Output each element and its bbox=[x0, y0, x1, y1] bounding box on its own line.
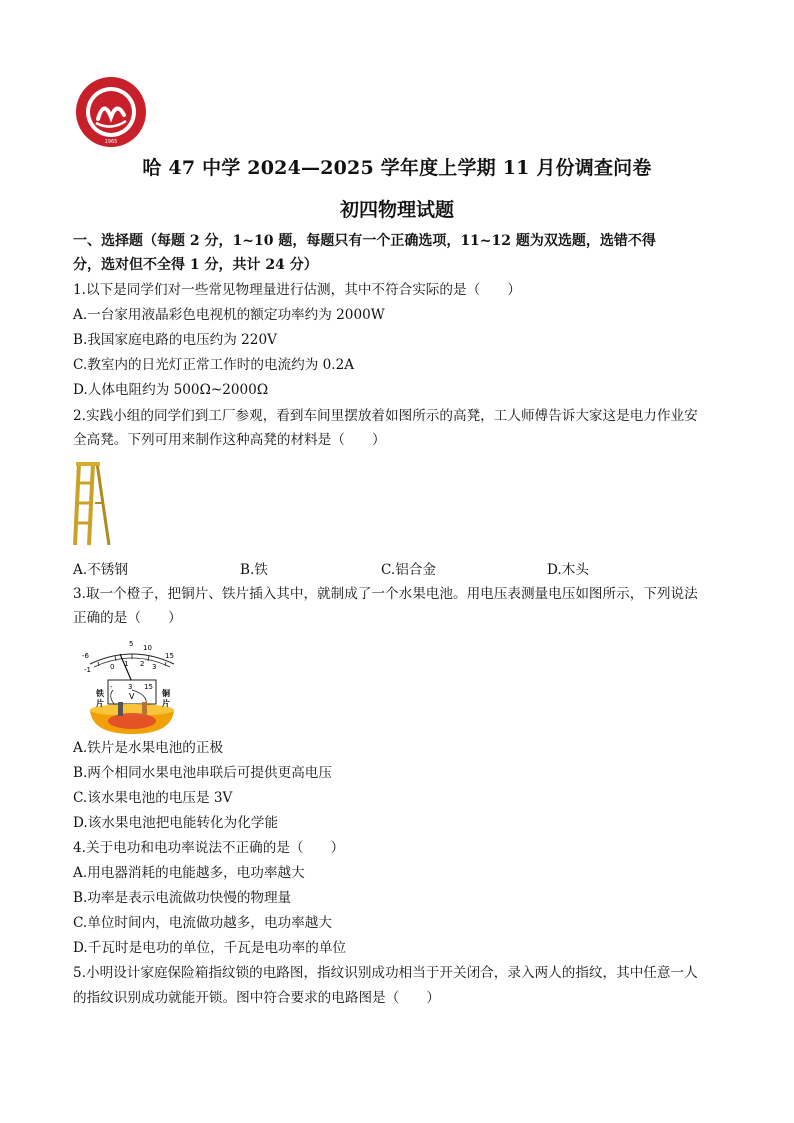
q4-option-d: D.千瓦时是电功的单位，千瓦是电功率的单位 bbox=[73, 940, 347, 956]
section-heading: 一、选择题（每题 2 分，1~10 题，每题只有一个正确选项，11~12 题为双选题，选错不得 bbox=[73, 233, 656, 249]
exam-title: 哈 47 中学 2024—2025 学年度上学期 11 月份调查问卷 bbox=[142, 157, 652, 179]
copper-label-2: 片 bbox=[162, 699, 170, 708]
section-heading-cont: 分，选对但不全得 1 分，共计 24 分） bbox=[73, 257, 318, 273]
scale-left-bottom: -1 bbox=[84, 666, 91, 674]
q2-option-b: B.铁 bbox=[240, 562, 268, 578]
school-logo bbox=[74, 75, 148, 149]
iron-label-2: 片 bbox=[96, 699, 104, 708]
scale-left-top: -6 bbox=[82, 652, 89, 660]
q2-option-c: C.铝合金 bbox=[381, 562, 437, 578]
q1-option-c: C.教室内的日光灯正常工作时的电流约为 0.2A bbox=[73, 357, 355, 373]
meter-symbol: V bbox=[129, 692, 135, 701]
scale-bottom-1: 1 bbox=[124, 660, 129, 668]
ladder-stool-figure bbox=[73, 461, 113, 551]
q3-option-b: B.两个相同水果电池串联后可提供更高电压 bbox=[73, 765, 332, 781]
q4-option-b: B.功率是表示电流做功快慢的物理量 bbox=[73, 890, 292, 906]
question-2-stem: 2.实践小组的同学们到工厂参观，看到车间里摆放着如图所示的高凳，工人师傅告诉大家这是电力作业安 bbox=[73, 408, 698, 424]
q2-options bbox=[73, 558, 723, 578]
question-2-stem-cont: 全高凳。下列可用来制作这种高凳的材料是（ ） bbox=[73, 432, 386, 448]
q4-option-c: C.单位时间内，电流做功越多，电功率越大 bbox=[73, 915, 332, 931]
question-3-stem: 3.取一个橙子，把铜片、铁片插入其中，就制成了一个水果电池。用电压表测量电压如图所示，下列说法 bbox=[73, 586, 698, 602]
question-1-stem: 1.以下是同学们对一些常见物理量进行估测，其中不符合实际的是（ ） bbox=[73, 282, 521, 298]
scale-bottom-0: 0 bbox=[110, 663, 115, 671]
iron-label-1: 铁 bbox=[96, 689, 104, 698]
q1-option-d: D.人体电阻约为 500Ω~2000Ω bbox=[73, 382, 269, 398]
q2-option-d: D.木头 bbox=[547, 562, 589, 578]
fruit-battery-figure bbox=[80, 636, 184, 740]
scale-top-10: 10 bbox=[143, 644, 152, 652]
svg-text:1965: 1965 bbox=[104, 139, 118, 145]
q3-option-a: A.铁片是水果电池的正极 bbox=[73, 740, 224, 756]
exam-subtitle: 初四物理试题 bbox=[339, 199, 454, 221]
terminal-minus: - bbox=[110, 683, 113, 691]
q3-option-c: C.该水果电池的电压是 3V bbox=[73, 790, 233, 806]
q2-option-a: A.不锈钢 bbox=[73, 562, 128, 578]
terminal-3: 3 bbox=[128, 683, 133, 691]
scale-bottom-2: 2 bbox=[140, 660, 145, 668]
question-4-stem: 4.关于电功和电功率说法不正确的是（ ） bbox=[73, 840, 345, 856]
q4-option-a: A.用电器消耗的电能越多，电功率越大 bbox=[73, 865, 305, 881]
question-5-stem: 5.小明设计家庭保险箱指纹锁的电路图，指纹识别成功相当于开关闭合，录入两人的指纹，其中任意一人 bbox=[73, 965, 698, 981]
terminal-15: 15 bbox=[144, 683, 153, 691]
scale-bottom-3: 3 bbox=[152, 663, 157, 671]
q3-option-d: D.该水果电池把电能转化为化学能 bbox=[73, 815, 279, 831]
scale-top-15: 15 bbox=[165, 652, 174, 660]
q1-option-b: B.我国家庭电路的电压约为 220V bbox=[73, 332, 277, 348]
question-3-stem-cont: 正确的是（ ） bbox=[73, 610, 182, 626]
scale-top-5: 5 bbox=[129, 640, 134, 648]
question-5-stem-cont: 的指纹识别成功就能开锁。图中符合要求的电路图是（ ） bbox=[73, 990, 441, 1006]
copper-label-1: 铜 bbox=[162, 689, 170, 698]
q1-option-a: A.一台家用液晶彩色电视机的额定功率约为 2000W bbox=[73, 307, 385, 323]
